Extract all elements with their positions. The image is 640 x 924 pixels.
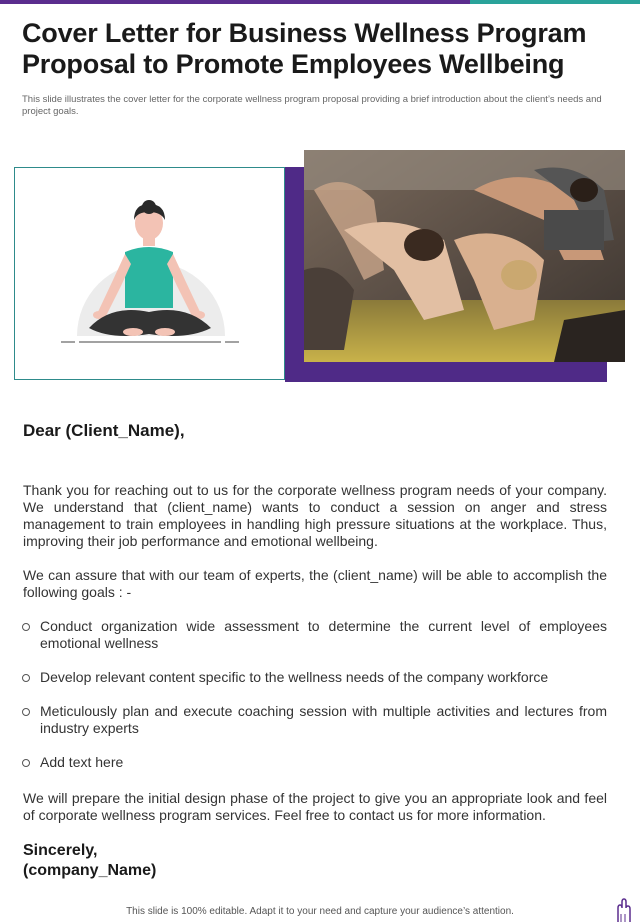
yoga-class-photo-image xyxy=(304,150,625,362)
hand-cursor-icon xyxy=(610,896,638,924)
closing-sincerely: Sincerely, xyxy=(23,842,98,859)
letter-paragraph-assurance: We can assure that with our team of experts, the (client_name) will be able to accomplish the following goals : - xyxy=(23,567,607,600)
list-item xyxy=(22,754,607,771)
list-item xyxy=(22,669,607,686)
meditating-woman-icon xyxy=(15,168,284,379)
letter-closing xyxy=(23,841,156,881)
yoga-class-photo xyxy=(304,150,625,362)
page-subtitle: This slide illustrates the cover letter for the corporate wellness program proposal providing a brief introduction about the client’s needs and project goals. xyxy=(22,94,602,117)
letter-paragraph-intro: Thank you for reaching out to us for the corporate wellness program needs of your company. We understand that (client_name) wants to conduct a session on anger and stress management to train employees in handling high pressure situations at the workplace. Thus, improving their job performance and emotional wellbeing. xyxy=(23,482,607,549)
footer-note: This slide is 100% editable. Adapt it to your need and capture your audience’s attention. xyxy=(126,906,514,917)
goal-text: Add text here xyxy=(40,754,124,770)
goal-text: Meticulously plan and execute coaching session with multiple activities and lectures from industry experts xyxy=(40,703,607,736)
list-item xyxy=(22,618,607,652)
goal-text: Develop relevant content specific to the wellness needs of the company workforce xyxy=(40,669,549,685)
list-item xyxy=(22,703,607,737)
goals-list xyxy=(22,618,607,788)
letter-paragraph-next-steps: We will prepare the initial design phase of the project to give you an appropriate look and feel of corporate wellness program services. Feel free to contact us for more information. xyxy=(23,790,607,823)
bullet-circle-icon xyxy=(22,674,30,682)
top-accent-bar-teal xyxy=(470,0,640,4)
top-accent-bar-purple xyxy=(0,0,470,4)
bullet-circle-icon xyxy=(22,708,30,716)
top-accent-bar xyxy=(0,0,640,4)
meditation-illustration-frame xyxy=(14,167,285,380)
letter-salutation: Dear (Client_Name), xyxy=(23,421,185,440)
goal-text: Conduct organization wide assessment to determine the current level of employees emotional wellness xyxy=(40,618,607,651)
closing-company-name: (company_Name) xyxy=(23,862,157,879)
bullet-circle-icon xyxy=(22,623,30,631)
bullet-circle-icon xyxy=(22,759,30,767)
page-title: Cover Letter for Business Wellness Program Proposal to Promote Employees Wellbeing xyxy=(22,18,587,79)
